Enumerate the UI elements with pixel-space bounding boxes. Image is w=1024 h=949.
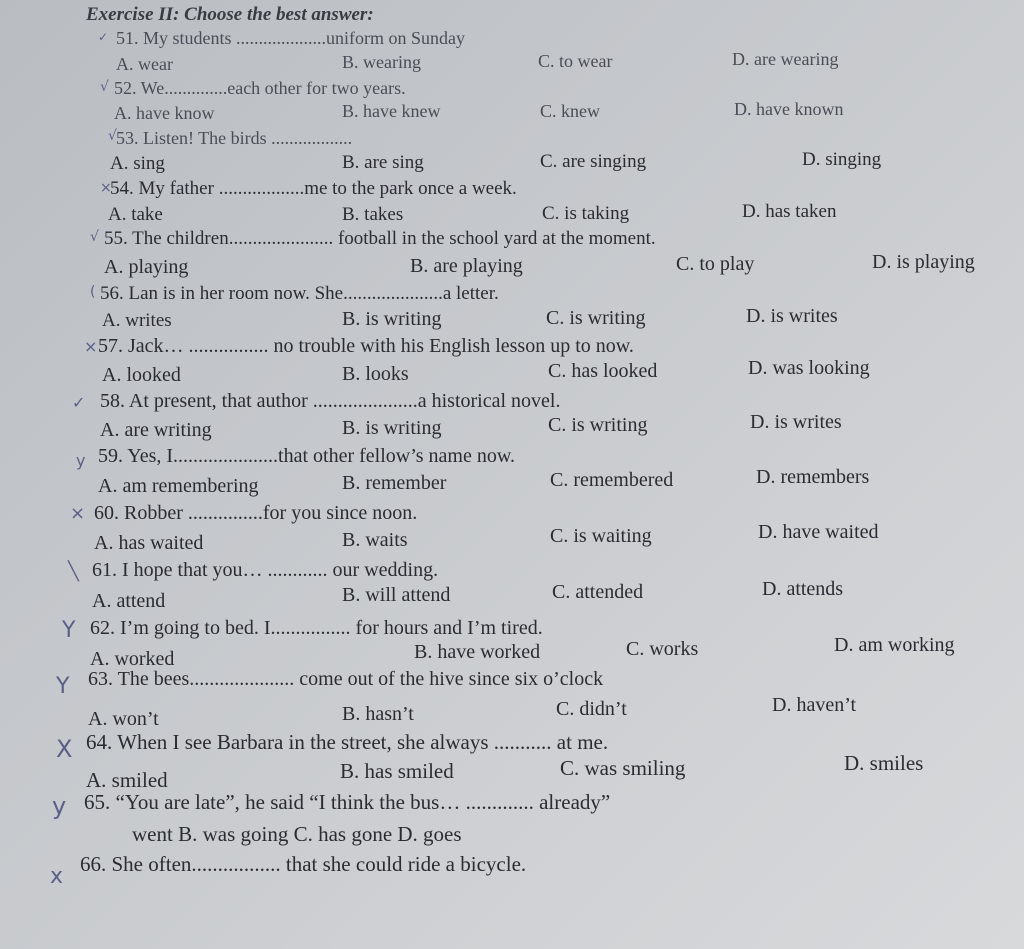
answer-option[interactable]: C. attended (552, 581, 644, 603)
answer-option[interactable]: B. will attend (342, 584, 451, 606)
answer-option[interactable]: D. has taken (742, 201, 837, 222)
question-stem: 59. Yes, I.....................that other fellow’s name now. (98, 445, 515, 467)
answer-option[interactable]: A. has waited (94, 532, 204, 554)
check-mark-icon: y (76, 451, 86, 470)
question-stem: 57. Jack… ................ no trouble with his English lesson up to now. (98, 335, 634, 357)
check-mark-icon: X (56, 735, 73, 763)
answer-option[interactable]: B. wearing (342, 52, 421, 72)
answer-option[interactable]: D. attends (762, 578, 844, 600)
check-mark-icon: × (100, 180, 112, 196)
answer-option[interactable]: C. is waiting (550, 525, 652, 547)
answer-option[interactable]: D. is writes (746, 305, 838, 327)
answer-option[interactable]: A. have know (114, 103, 215, 123)
answer-option[interactable]: C. remembered (550, 469, 674, 491)
answer-option[interactable]: B. are sing (342, 152, 424, 173)
answer-option[interactable]: A. sing (110, 153, 165, 174)
answer-option[interactable]: D. have known (734, 99, 844, 119)
answer-option[interactable]: B. have knew (342, 101, 441, 121)
question-stem: 64. When I see Barbara in the street, she always ........... at me. (86, 730, 609, 754)
answer-option[interactable]: C. are singing (540, 151, 647, 172)
question-stem: 54. My father ..................me to the park once a week. (110, 178, 517, 199)
check-mark-icon: y (52, 792, 67, 820)
check-mark-icon: × (70, 503, 86, 524)
question-stem: 52. We..............each other for two years. (114, 78, 406, 98)
check-mark-icon: Y (56, 674, 70, 699)
answer-option[interactable]: B. is writing (342, 417, 442, 439)
answer-option[interactable]: B. takes (342, 204, 404, 225)
answer-option[interactable]: C. to wear (538, 51, 613, 71)
answer-option[interactable]: B. is writing (342, 308, 442, 330)
question-stem: 53. Listen! The birds .................. (116, 128, 353, 148)
check-mark-icon: √ (100, 79, 109, 95)
answer-option[interactable]: D. remembers (756, 466, 870, 488)
question-stem: 61. I hope that you… ............ our wedding. (92, 559, 439, 581)
answer-option[interactable]: D. singing (802, 149, 882, 170)
answer-option[interactable]: D. have waited (758, 521, 879, 543)
answer-option[interactable]: A. wear (116, 54, 173, 74)
question-stem: 66. She often................. that she could ride a bicycle. (80, 852, 527, 876)
answer-option[interactable]: A. won’t (88, 708, 159, 730)
answer-option[interactable]: D. was looking (748, 357, 870, 379)
answer-option[interactable]: B. waits (342, 529, 408, 551)
answer-option[interactable]: B. are playing (410, 255, 523, 277)
answer-option[interactable]: B. looks (342, 363, 409, 385)
check-mark-icon: √ (108, 128, 117, 144)
check-mark-icon: ✓ (72, 393, 86, 412)
answer-option[interactable]: A. worked (90, 648, 175, 670)
answer-option[interactable]: C. is writing (548, 414, 648, 436)
answer-option[interactable]: A. smiled (86, 768, 168, 792)
answer-option[interactable]: A. writes (102, 310, 172, 331)
question-stem: 65. “You are late”, he said “I think the bus… ............. already” (84, 790, 611, 814)
answer-option[interactable]: C. was smiling (560, 756, 686, 780)
question-stem: 62. I’m going to bed. I................ for hours and I’m tired. (90, 617, 543, 639)
question-stem: 63. The bees..................... come out of the hive since six o’clock (88, 668, 604, 690)
answer-option[interactable]: D. is writes (750, 411, 842, 433)
check-mark-icon: ✓ (98, 30, 109, 44)
answer-option[interactable]: B. hasn’t (342, 703, 414, 725)
answer-option[interactable]: A. attend (92, 590, 166, 612)
answer-option[interactable]: C. is taking (542, 203, 630, 224)
question-stem: 55. The children...................... football in the school yard at the moment. (104, 228, 656, 249)
answer-option[interactable]: C. has looked (548, 360, 658, 382)
answer-option[interactable]: went B. was going C. has gone D. goes (132, 822, 462, 846)
check-mark-icon: x (50, 864, 64, 889)
answer-option[interactable]: C. knew (540, 101, 600, 121)
answer-option[interactable]: C. is writing (546, 307, 646, 329)
answer-option[interactable]: A. am remembering (98, 475, 259, 497)
answer-option[interactable]: D. am working (834, 634, 955, 656)
check-mark-icon: Y (62, 618, 76, 643)
question-stem: 60. Robber ...............for you since noon. (94, 502, 418, 524)
question-stem: 58. At present, that author .....................a historical novel. (100, 390, 561, 412)
check-mark-icon: × (84, 337, 98, 356)
exercise-title: Exercise II: Choose the best answer: (86, 4, 374, 25)
answer-option[interactable]: C. didn’t (556, 698, 627, 720)
check-mark-icon: ( (90, 284, 96, 300)
answer-option[interactable]: B. has smiled (340, 759, 454, 783)
check-mark-icon: √ (90, 229, 99, 245)
answer-option[interactable]: B. remember (342, 472, 447, 494)
answer-option[interactable]: C. to play (676, 253, 755, 275)
answer-option[interactable]: A. are writing (100, 419, 212, 441)
answer-option[interactable]: D. are wearing (732, 49, 839, 69)
answer-option[interactable]: C. works (626, 638, 699, 660)
answer-option[interactable]: A. take (108, 204, 163, 225)
check-mark-icon: ╲ (68, 561, 79, 582)
answer-option[interactable]: B. have worked (414, 641, 541, 663)
answer-option[interactable]: D. is playing (872, 251, 975, 273)
answer-option[interactable]: A. looked (102, 364, 181, 386)
answer-option[interactable]: D. smiles (844, 751, 924, 775)
question-stem: 51. My students ....................uniform on Sunday (116, 28, 465, 48)
question-stem: 56. Lan is in her room now. She.....................a letter. (100, 283, 499, 304)
answer-option[interactable]: D. haven’t (772, 694, 857, 716)
answer-option[interactable]: A. playing (104, 256, 189, 278)
